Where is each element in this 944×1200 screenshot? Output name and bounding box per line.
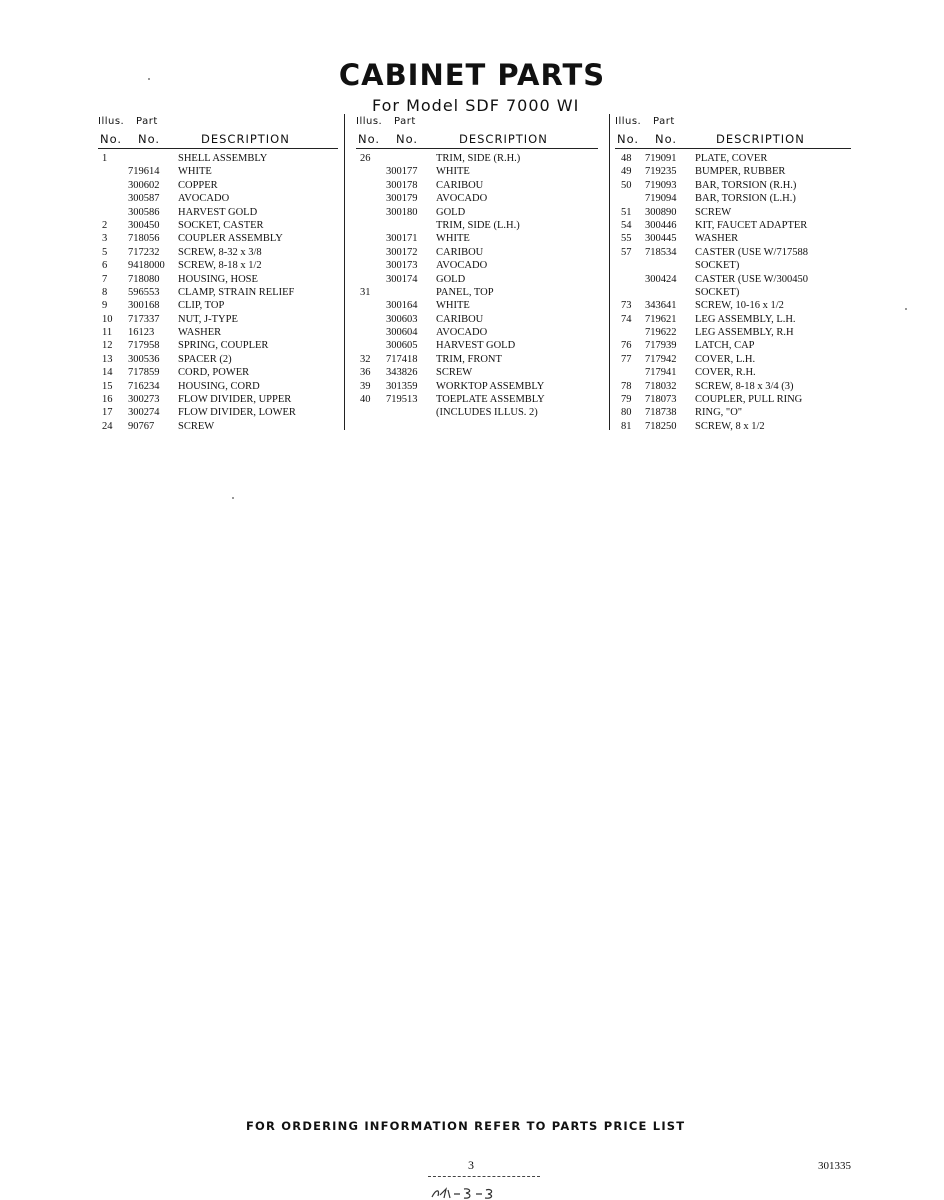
table-row: [98, 179, 338, 192]
table-row: [615, 406, 851, 419]
part-description: SCREW, 10-16 x 1/2: [695, 300, 784, 312]
illus-number: 6: [102, 260, 108, 272]
part-description: HOUSING, CORD: [178, 380, 260, 392]
table-row: [98, 326, 338, 339]
illus-number: 77: [621, 353, 632, 365]
part-number: 300602: [128, 179, 160, 191]
part-number: 300177: [386, 166, 418, 178]
page-number-rule: [428, 1176, 540, 1177]
table-row: [356, 206, 598, 219]
part-number: 300178: [386, 179, 418, 191]
scan-speck: [905, 308, 907, 310]
table-row: [98, 259, 338, 272]
part-description: FLOW DIVIDER, UPPER: [178, 394, 292, 406]
table-row: [98, 206, 338, 219]
table-row: [98, 420, 338, 433]
part-number: 719091: [645, 153, 677, 164]
page-number: 3: [468, 1158, 474, 1172]
illus-number: 8: [102, 286, 108, 298]
part-number: 300446: [645, 219, 677, 231]
illus-number: 81: [621, 420, 632, 432]
scan-speck: [148, 78, 150, 80]
illus-number: 50: [621, 179, 632, 191]
part-description: (INCLUDES ILLUS. 2): [436, 407, 538, 419]
column-header: [98, 114, 338, 149]
table-row: [615, 232, 851, 245]
table-row: [356, 219, 598, 232]
part-number: 717418: [386, 353, 418, 365]
part-description: COVER, L.H.: [695, 353, 756, 365]
illus-number: 10: [102, 313, 113, 325]
part-number: 718250: [645, 420, 677, 432]
part-header-top: Part: [136, 116, 158, 127]
parts-column-3: [615, 114, 851, 433]
part-description: CASTER (USE W/300450: [695, 273, 808, 285]
table-row: [98, 366, 338, 379]
table-row: [356, 339, 598, 352]
table-row: [615, 366, 851, 379]
part-number: 717958: [128, 340, 160, 352]
table-row: [615, 246, 851, 259]
column-divider: [344, 114, 345, 430]
illus-header-bottom: No.: [100, 132, 123, 146]
table-row: [356, 406, 598, 419]
part-description: COVER, R.H.: [695, 367, 756, 379]
table-row: [98, 165, 338, 178]
part-description: GOLD: [436, 273, 466, 285]
illus-number: 2: [102, 219, 108, 231]
column-divider: [609, 114, 610, 430]
table-row: [615, 393, 851, 406]
part-description: CASTER (USE W/717588: [695, 246, 808, 258]
part-description: SCREW, 8 x 1/2: [695, 420, 765, 432]
part-description: SCREW: [178, 420, 215, 432]
part-number: 300180: [386, 206, 418, 218]
table-row: [615, 192, 851, 205]
part-description: TRIM, SIDE (R.H.): [436, 153, 521, 164]
part-description: FLOW DIVIDER, LOWER: [178, 407, 296, 419]
part-number: 300424: [645, 273, 677, 285]
table-row: [356, 165, 598, 178]
table-row: [356, 232, 598, 245]
table-row: [98, 246, 338, 259]
table-row: [615, 286, 851, 299]
part-description: GOLD: [436, 206, 466, 218]
part-description: LATCH, CAP: [695, 340, 755, 352]
illus-number: 24: [102, 420, 113, 432]
part-description: CARIBOU: [436, 246, 484, 258]
part-description: BUMPER, RUBBER: [695, 166, 786, 178]
part-description: PANEL, TOP: [436, 286, 494, 298]
part-number: 343826: [386, 367, 418, 379]
part-description: BAR, TORSION (L.H.): [695, 193, 796, 205]
part-description: LEG ASSEMBLY, L.H.: [695, 313, 796, 325]
illus-number: 78: [621, 380, 632, 392]
illus-number: 9: [102, 300, 108, 312]
table-row: [615, 219, 851, 232]
table-row: [615, 420, 851, 433]
part-description: WHITE: [178, 166, 212, 178]
table-row: [356, 366, 598, 379]
part-description: KIT, FAUCET ADAPTER: [695, 219, 808, 231]
part-description: TRIM, SIDE (L.H.): [436, 219, 520, 231]
part-number: 300274: [128, 407, 160, 419]
part-description: COUPLER ASSEMBLY: [178, 233, 283, 245]
part-number: 300445: [645, 233, 677, 245]
illus-number: 11: [102, 327, 113, 339]
illus-number: 12: [102, 340, 113, 352]
part-number: 717941: [645, 367, 677, 379]
part-description: CORD, POWER: [178, 367, 250, 379]
column-header: [615, 114, 851, 149]
part-description: TOEPLATE ASSEMBLY: [436, 394, 545, 406]
table-row: [356, 152, 598, 165]
part-description: SPACER (2): [178, 353, 232, 365]
illus-number: 36: [360, 367, 371, 379]
table-row: [98, 380, 338, 393]
table-row: [356, 179, 598, 192]
table-row: [98, 313, 338, 326]
table-row: [615, 206, 851, 219]
part-number: 343641: [645, 300, 677, 312]
table-row: [615, 380, 851, 393]
part-number: 300536: [128, 353, 160, 365]
illus-number: 73: [621, 300, 632, 312]
illus-number: 39: [360, 380, 371, 392]
illus-number: 74: [621, 313, 632, 325]
table-row: [98, 273, 338, 286]
part-description: RING, "O": [695, 407, 743, 419]
part-description: WHITE: [436, 166, 470, 178]
table-row: [356, 299, 598, 312]
part-number: 719094: [645, 193, 677, 205]
part-number: 300172: [386, 246, 418, 258]
handwritten-note: [430, 1185, 530, 1200]
part-description: CLAMP, STRAIN RELIEF: [178, 286, 295, 298]
part-header-bottom: No.: [138, 132, 161, 146]
illus-number: 32: [360, 353, 371, 365]
illus-number: 14: [102, 367, 113, 379]
part-description: WHITE: [436, 300, 470, 312]
part-number: 301359: [386, 380, 418, 392]
part-number: 717232: [128, 246, 160, 258]
part-number: 719093: [645, 179, 677, 191]
part-number: 718738: [645, 407, 677, 419]
illus-header-top: Illus.: [615, 116, 642, 127]
description-header: DESCRIPTION: [716, 132, 805, 146]
table-row: [356, 313, 598, 326]
part-description: SCREW: [436, 367, 473, 379]
part-description: HOUSING, HOSE: [178, 273, 258, 285]
part-number: 90767: [128, 420, 155, 432]
part-description: SCREW, 8-32 x 3/8: [178, 246, 262, 258]
part-number: 300605: [386, 340, 418, 352]
part-number: 300890: [645, 206, 677, 218]
illus-number: 16: [102, 394, 113, 406]
illus-number: 7: [102, 273, 108, 285]
illus-header-top: Illus.: [98, 116, 125, 127]
table-row: [615, 259, 851, 272]
illus-number: 31: [360, 286, 371, 298]
table-row: [98, 393, 338, 406]
part-description: SCREW, 8-18 x 1/2: [178, 260, 262, 272]
part-description: WHITE: [436, 233, 470, 245]
part-number: 718534: [645, 246, 677, 258]
description-header: DESCRIPTION: [459, 132, 548, 146]
illus-number: 54: [621, 219, 632, 231]
illus-number: 57: [621, 246, 632, 258]
illus-header-top: Illus.: [356, 116, 383, 127]
part-number: 300173: [386, 260, 418, 272]
illus-number: 15: [102, 380, 113, 392]
part-number: 718073: [645, 394, 677, 406]
part-number: 716234: [128, 380, 160, 392]
ordering-info-footer: FOR ORDERING INFORMATION REFER TO PARTS PRICE LIST: [246, 1119, 686, 1133]
table-row: [356, 353, 598, 366]
table-row: [356, 273, 598, 286]
part-header-top: Part: [653, 116, 675, 127]
part-description: WASHER: [695, 233, 739, 245]
table-row: [615, 353, 851, 366]
table-row: [98, 232, 338, 245]
part-number: 300171: [386, 233, 418, 245]
parts-column-2: [356, 114, 598, 420]
part-number: 719235: [645, 166, 677, 178]
illus-number: 5: [102, 246, 108, 258]
part-description: LEG ASSEMBLY, R.H: [695, 327, 794, 339]
part-description: AVOCADO: [436, 260, 488, 272]
part-number: 300450: [128, 219, 160, 231]
table-row: [98, 192, 338, 205]
illus-number: 80: [621, 407, 632, 419]
table-row: [98, 152, 338, 165]
part-description: SPRING, COUPLER: [178, 340, 269, 352]
part-description: WASHER: [178, 327, 222, 339]
part-number: 300604: [386, 327, 418, 339]
table-row: [356, 326, 598, 339]
illus-number: 51: [621, 206, 632, 218]
part-description: COPPER: [178, 179, 218, 191]
illus-number: 26: [360, 153, 371, 164]
table-row: [98, 219, 338, 232]
illus-header-bottom: No.: [617, 132, 640, 146]
page-subtitle: For Model SDF 7000 WI: [372, 96, 580, 115]
part-description: AVOCADO: [178, 193, 230, 205]
part-number: 300179: [386, 193, 418, 205]
page-title: CABINET PARTS: [338, 58, 606, 92]
illus-number: 48: [621, 153, 632, 164]
part-number: 717939: [645, 340, 677, 352]
part-description: AVOCADO: [436, 327, 488, 339]
part-header-bottom: No.: [396, 132, 419, 146]
part-number: 300273: [128, 394, 160, 406]
document-number: 301335: [818, 1160, 851, 1172]
illus-number: 79: [621, 394, 632, 406]
table-row: [98, 406, 338, 419]
part-header-bottom: No.: [655, 132, 678, 146]
table-row: [98, 299, 338, 312]
description-header: DESCRIPTION: [201, 132, 290, 146]
part-number: 300174: [386, 273, 418, 285]
part-header-top: Part: [394, 116, 416, 127]
part-description: SCREW, 8-18 x 3/4 (3): [695, 380, 794, 392]
part-number: 300168: [128, 300, 160, 312]
illus-number: 1: [102, 153, 108, 164]
parts-list: [98, 152, 338, 433]
table-row: [615, 326, 851, 339]
part-number: 718032: [645, 380, 677, 392]
table-row: [615, 165, 851, 178]
table-row: [356, 259, 598, 272]
table-row: [356, 192, 598, 205]
table-row: [98, 353, 338, 366]
part-description: NUT, J-TYPE: [178, 313, 238, 325]
illus-header-bottom: No.: [358, 132, 381, 146]
table-row: [356, 380, 598, 393]
illus-number: 40: [360, 394, 371, 406]
scan-speck: [232, 497, 234, 499]
table-row: [98, 286, 338, 299]
part-description: HARVEST GOLD: [436, 340, 516, 352]
part-description: SOCKET): [695, 286, 740, 298]
part-number: 300587: [128, 193, 160, 205]
table-row: [356, 246, 598, 259]
part-description: CARIBOU: [436, 313, 484, 325]
table-row: [356, 286, 598, 299]
illus-number: 49: [621, 166, 632, 178]
table-row: [615, 273, 851, 286]
part-description: BAR, TORSION (R.H.): [695, 179, 797, 191]
part-number: 300586: [128, 206, 160, 218]
part-number: 9418000: [128, 260, 165, 272]
table-row: [615, 299, 851, 312]
part-number: 717859: [128, 367, 160, 379]
parts-list: [615, 152, 851, 433]
table-row: [615, 152, 851, 165]
table-row: [615, 179, 851, 192]
part-number: 719513: [386, 394, 418, 406]
parts-list: [356, 152, 598, 420]
parts-column-1: [98, 114, 338, 433]
part-description: COUPLER, PULL RING: [695, 394, 803, 406]
part-description: PLATE, COVER: [695, 153, 768, 164]
part-number: 300603: [386, 313, 418, 325]
part-number: 718056: [128, 233, 160, 245]
illus-number: 55: [621, 233, 632, 245]
part-number: 717337: [128, 313, 160, 325]
part-number: 719622: [645, 327, 677, 339]
table-row: [98, 339, 338, 352]
part-number: 717942: [645, 353, 677, 365]
part-description: TRIM, FRONT: [436, 353, 502, 365]
illus-number: 76: [621, 340, 632, 352]
table-row: [356, 393, 598, 406]
part-description: SOCKET): [695, 260, 740, 272]
part-number: 300164: [386, 300, 418, 312]
part-number: 719614: [128, 166, 160, 178]
column-header: [356, 114, 598, 149]
part-number: 719621: [645, 313, 677, 325]
part-description: WORKTOP ASSEMBLY: [436, 380, 545, 392]
illus-number: 17: [102, 407, 113, 419]
table-row: [615, 313, 851, 326]
part-number: 16123: [128, 327, 155, 339]
part-description: SOCKET, CASTER: [178, 219, 264, 231]
part-description: SCREW: [695, 206, 732, 218]
illus-number: 13: [102, 353, 113, 365]
part-number: 718080: [128, 273, 160, 285]
part-description: HARVEST GOLD: [178, 206, 258, 218]
part-description: CARIBOU: [436, 179, 484, 191]
part-description: SHELL ASSEMBLY: [178, 153, 268, 164]
part-description: AVOCADO: [436, 193, 488, 205]
part-number: 596553: [128, 286, 160, 298]
part-description: CLIP, TOP: [178, 300, 225, 312]
illus-number: 3: [102, 233, 108, 245]
table-row: [615, 339, 851, 352]
